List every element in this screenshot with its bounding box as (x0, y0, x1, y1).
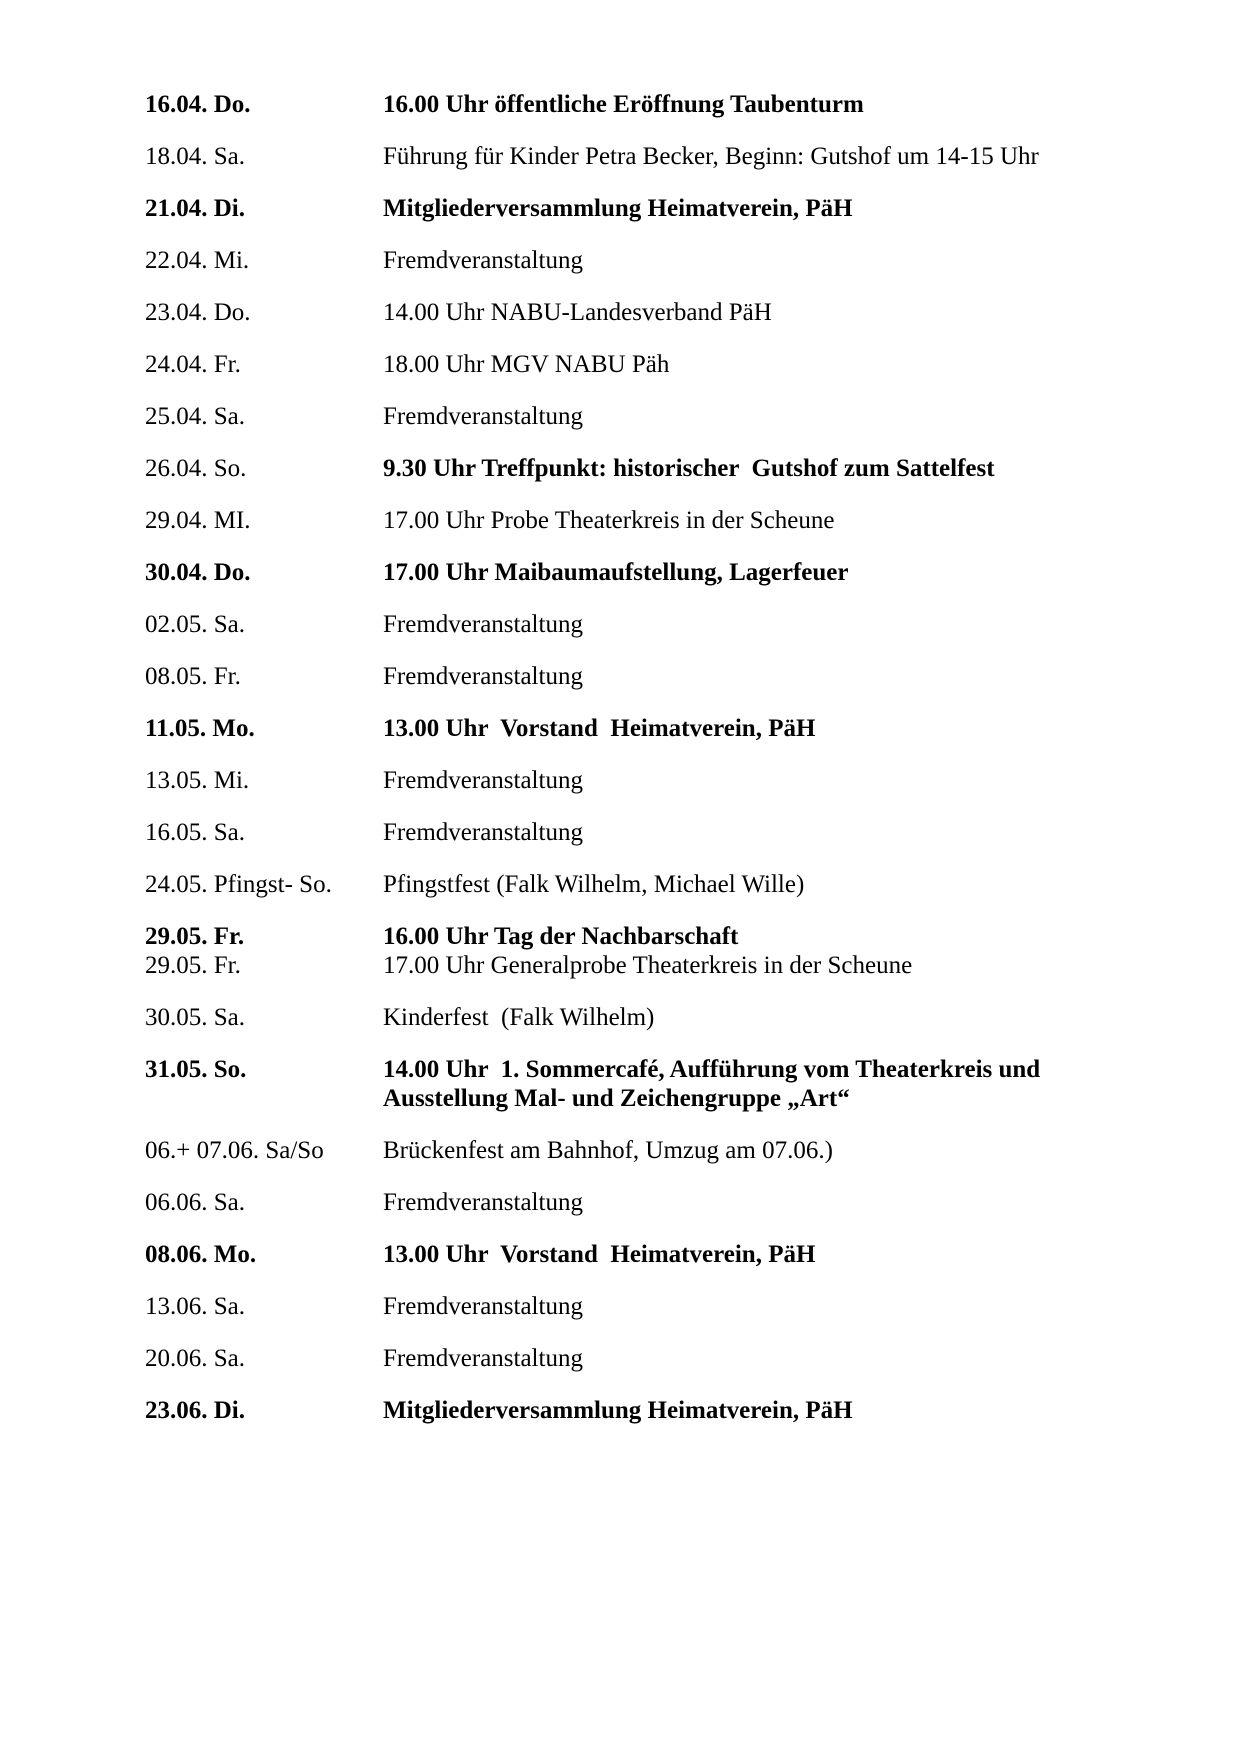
event-date: 30.05. Sa. (145, 1004, 245, 1031)
event-description-line: 13.00 Uhr Vorstand Heimatverein, PäH (383, 1241, 816, 1268)
event-date: 08.06. Mo. (145, 1241, 257, 1268)
schedule-row (145, 870, 1181, 899)
schedule-row (145, 951, 1181, 980)
event-description (383, 1396, 1181, 1425)
event-date: 06.+ 07.06. Sa/So (145, 1137, 324, 1164)
event-description-line: Mitgliederversammlung Heimatverein, PäH (383, 195, 853, 222)
schedule-row (145, 714, 1181, 743)
schedule-row (145, 350, 1181, 379)
event-description-line: 16.00 Uhr öffentliche Eröffnung Taubenturm (383, 91, 864, 118)
event-description-line: 18.00 Uhr MGV NABU Päh (383, 351, 670, 378)
event-description-line: Fremdveranstaltung (383, 1293, 583, 1320)
event-date: 13.05. Mi. (145, 767, 250, 794)
event-description (383, 90, 1181, 119)
event-description-line: Fremdveranstaltung (383, 819, 583, 846)
event-description-line: Führung für Kinder Petra Becker, Beginn: Gutshof um 14-15 Uhr (383, 143, 1039, 170)
schedule-row (145, 922, 1181, 951)
event-description-line: Brückenfest am Bahnhof, Umzug am 07.06.) (383, 1137, 833, 1164)
schedule-row (145, 1396, 1181, 1425)
event-description-line: Fremdveranstaltung (383, 1189, 583, 1216)
event-description (383, 506, 1181, 535)
event-description (383, 558, 1181, 587)
event-description-line: 17.00 Uhr Probe Theaterkreis in der Scheune (383, 507, 835, 534)
schedule-row (145, 246, 1181, 275)
schedule-row (145, 610, 1181, 639)
event-date: 31.05. So. (145, 1056, 247, 1083)
event-description-line: Pfingstfest (Falk Wilhelm, Michael Wille) (383, 871, 805, 898)
event-date: 13.06. Sa. (145, 1293, 245, 1320)
event-description (383, 246, 1181, 275)
event-description-line: 16.00 Uhr Tag der Nachbarschaft (383, 923, 739, 950)
event-description (383, 1292, 1181, 1321)
event-date: 26.04. So. (145, 455, 247, 482)
event-date: 23.06. Di. (145, 1397, 245, 1424)
schedule-row (145, 662, 1181, 691)
event-description-line: 14.00 Uhr 1. Sommercafé, Aufführung vom Theaterkreis und (383, 1056, 1041, 1083)
event-date: 22.04. Mi. (145, 247, 250, 274)
event-description (383, 922, 1181, 951)
event-date: 29.04. MI. (145, 507, 251, 534)
schedule-row (145, 142, 1181, 171)
schedule-row (145, 298, 1181, 327)
schedule-row (145, 1188, 1181, 1217)
event-description (383, 1344, 1181, 1373)
event-description (383, 298, 1181, 327)
event-date: 02.05. Sa. (145, 611, 245, 638)
event-date: 20.06. Sa. (145, 1345, 245, 1372)
schedule-row (145, 1292, 1181, 1321)
event-description (383, 714, 1181, 743)
event-description (383, 454, 1181, 483)
schedule-row (145, 766, 1181, 795)
event-description (383, 610, 1181, 639)
event-description (383, 870, 1181, 899)
event-date: 29.05. Fr. (145, 923, 245, 950)
schedule-row (145, 1003, 1181, 1032)
event-description (383, 1188, 1181, 1217)
schedule-row (145, 506, 1181, 535)
event-date: 16.04. Do. (145, 91, 251, 118)
schedule-row (145, 1136, 1181, 1165)
event-description-line: Fremdveranstaltung (383, 1345, 583, 1372)
schedule-row (145, 1240, 1181, 1269)
event-description (383, 194, 1181, 223)
event-description (383, 766, 1181, 795)
schedule-row (145, 454, 1181, 483)
event-description-line: Fremdveranstaltung (383, 611, 583, 638)
event-description (383, 1055, 1181, 1113)
event-date: 29.05. Fr. (145, 952, 241, 979)
event-date: 16.05. Sa. (145, 819, 245, 846)
event-date: 30.04. Do. (145, 559, 251, 586)
event-description-line: 13.00 Uhr Vorstand Heimatverein, PäH (383, 715, 816, 742)
event-description-line: Fremdveranstaltung (383, 767, 583, 794)
event-date: 24.04. Fr. (145, 351, 241, 378)
event-description (383, 1240, 1181, 1269)
event-date: 25.04. Sa. (145, 403, 245, 430)
event-description-line: Fremdveranstaltung (383, 663, 583, 690)
event-date: 24.05. Pfingst- So. (145, 871, 332, 898)
event-description-line: Mitgliederversammlung Heimatverein, PäH (383, 1397, 853, 1424)
schedule-row (145, 194, 1181, 223)
event-description-line: 17.00 Uhr Generalprobe Theaterkreis in der Scheune (383, 952, 913, 979)
event-description (383, 1136, 1181, 1165)
event-description (383, 350, 1181, 379)
event-date: 18.04. Sa. (145, 143, 245, 170)
event-description-line: 14.00 Uhr NABU-Landesverband PäH (383, 299, 772, 326)
schedule-row (145, 818, 1181, 847)
event-description-line: Kinderfest (Falk Wilhelm) (383, 1004, 655, 1031)
event-description (383, 142, 1181, 171)
event-description-line: 9.30 Uhr Treffpunkt: historischer Gutshof zum Sattelfest (383, 455, 995, 482)
schedule-row (145, 1344, 1181, 1373)
event-description (383, 951, 1181, 980)
event-date: 06.06. Sa. (145, 1189, 245, 1216)
event-description-line: Fremdveranstaltung (383, 247, 583, 274)
event-description-line: Ausstellung Mal- und Zeichengruppe „Art“ (383, 1085, 850, 1112)
event-date: 11.05. Mo. (145, 715, 255, 742)
event-date: 21.04. Di. (145, 195, 245, 222)
event-description (383, 1003, 1181, 1032)
schedule-row (145, 90, 1181, 119)
event-date: 23.04. Do. (145, 299, 251, 326)
schedule-row (145, 402, 1181, 431)
event-description (383, 402, 1181, 431)
event-description-line: Fremdveranstaltung (383, 403, 583, 430)
event-description (383, 662, 1181, 691)
schedule-row (145, 1055, 1181, 1113)
event-description-line: 17.00 Uhr Maibaumaufstellung, Lagerfeuer (383, 559, 849, 586)
event-description (383, 818, 1181, 847)
event-schedule-list (145, 90, 1181, 1425)
schedule-row (145, 558, 1181, 587)
event-date: 08.05. Fr. (145, 663, 241, 690)
